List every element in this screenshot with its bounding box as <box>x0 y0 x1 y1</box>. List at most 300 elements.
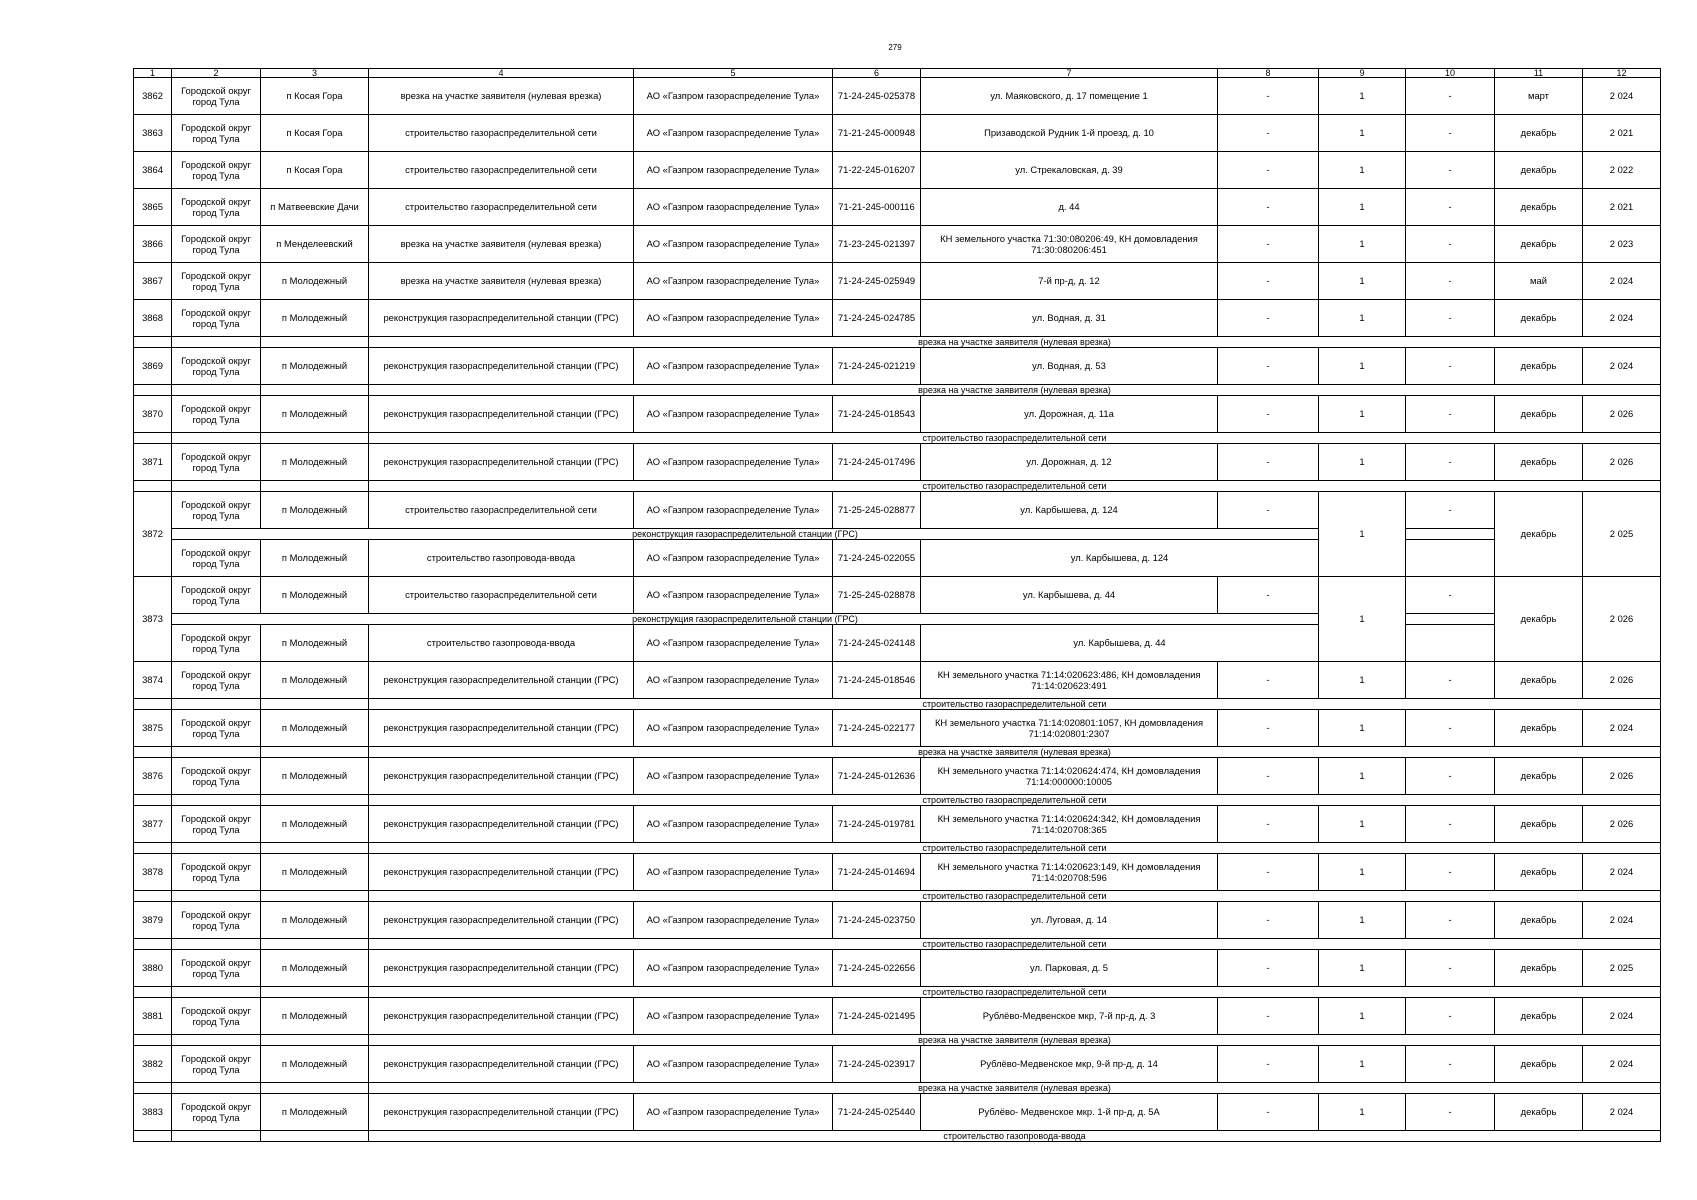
sub-work-type: врезка на участке заявителя (нулевая врезка) <box>369 385 1661 396</box>
work-type: реконструкция газораспределительной станции (ГРС) <box>369 710 634 747</box>
locality: п Молодежный <box>261 806 369 843</box>
sub-cell-2 <box>172 481 261 492</box>
work-type: реконструкция газораспределительной станции (ГРС) <box>369 806 634 843</box>
col-8: - <box>1218 758 1319 795</box>
sub-cell-1 <box>134 891 172 902</box>
table-subrow <box>134 1083 1661 1094</box>
row-number: 3881 <box>134 998 172 1035</box>
col-10: - <box>1406 226 1495 263</box>
col-9: 1 <box>1319 348 1406 385</box>
col-10: - <box>1406 854 1495 891</box>
year: 2 022 <box>1583 152 1661 189</box>
address: Призаводской Рудник 1-й проезд, д. 10 <box>921 115 1218 152</box>
row-number: 3866 <box>134 226 172 263</box>
group-sub-work-type: реконструкция газораспределительной станции (ГРС) <box>172 614 1319 625</box>
year: 2 024 <box>1583 998 1661 1035</box>
row-number: 3864 <box>134 152 172 189</box>
sub-work-type: строительство газораспределительной сети <box>369 481 1661 492</box>
request-code: 71-24-245-018543 <box>833 396 921 433</box>
col-8: - <box>1218 189 1319 226</box>
work-type: реконструкция газораспределительной станции (ГРС) <box>369 1094 634 1131</box>
sub-cell-2 <box>172 1083 261 1094</box>
work-type: строительство газораспределительной сети <box>369 115 634 152</box>
month: декабрь <box>1495 492 1583 577</box>
row-number: 3871 <box>134 444 172 481</box>
year: 2 024 <box>1583 1094 1661 1131</box>
table-row <box>134 396 1661 433</box>
month: декабрь <box>1495 662 1583 699</box>
col-9: 1 <box>1319 444 1406 481</box>
year: 2 024 <box>1583 78 1661 115</box>
row-number: 3882 <box>134 1046 172 1083</box>
organization: АО «Газпром газораспределение Тула» <box>634 806 833 843</box>
locality: п Молодежный <box>261 998 369 1035</box>
address: ул. Дорожная, д. 12 <box>921 444 1218 481</box>
sub-cell-3 <box>261 987 369 998</box>
request-code: 71-24-245-017496 <box>833 444 921 481</box>
work-type: строительство газопровода-ввода <box>369 540 634 577</box>
address: ул. Карбышева, д. 44 <box>921 577 1218 614</box>
month: декабрь <box>1495 189 1583 226</box>
locality: п Молодежный <box>261 300 369 337</box>
col-8: - <box>1218 806 1319 843</box>
municipality: Городской округ город Тула <box>172 444 261 481</box>
col-9: 1 <box>1319 710 1406 747</box>
locality: п Косая Гора <box>261 115 369 152</box>
month: декабрь <box>1495 854 1583 891</box>
organization: АО «Газпром газораспределение Тула» <box>634 152 833 189</box>
organization: АО «Газпром газораспределение Тула» <box>634 1094 833 1131</box>
municipality: Городской округ город Тула <box>172 115 261 152</box>
work-type: реконструкция газораспределительной станции (ГРС) <box>369 902 634 939</box>
locality: п Молодежный <box>261 492 369 529</box>
work-type: строительство газораспределительной сети <box>369 577 634 614</box>
municipality: Городской округ город Тула <box>172 854 261 891</box>
address: КН земельного участка 71:14:020624:342, КН домовладения 71:14:020708:365 <box>921 806 1218 843</box>
col-9: 1 <box>1319 1046 1406 1083</box>
address: КН земельного участка 71:14:020801:1057, КН домовладения 71:14:020801:2307 <box>921 710 1218 747</box>
col-10: - <box>1406 300 1495 337</box>
sub-cell-3 <box>261 747 369 758</box>
year: 2 024 <box>1583 854 1661 891</box>
sub-cell-2 <box>172 843 261 854</box>
sub-cell-3 <box>261 1131 369 1142</box>
col-8: - <box>1218 78 1319 115</box>
sub-cell-1 <box>134 337 172 348</box>
sub-cell-3 <box>261 843 369 854</box>
table-row <box>134 950 1661 987</box>
sub-work-type: строительство газораспределительной сети <box>369 699 1661 710</box>
year: 2 026 <box>1583 396 1661 433</box>
year: 2 026 <box>1583 758 1661 795</box>
year: 2 024 <box>1583 348 1661 385</box>
municipality: Городской округ город Тула <box>172 263 261 300</box>
sub-cell-1 <box>134 385 172 396</box>
col-9: 1 <box>1319 78 1406 115</box>
col-10: - <box>1406 444 1495 481</box>
municipality: Городской округ город Тула <box>172 492 261 529</box>
column-header-8: 8 <box>1218 69 1319 78</box>
month: декабрь <box>1495 806 1583 843</box>
request-code: 71-24-245-019781 <box>833 806 921 843</box>
row-number: 3879 <box>134 902 172 939</box>
request-code: 71-24-245-025440 <box>833 1094 921 1131</box>
year: 2 021 <box>1583 115 1661 152</box>
organization: АО «Газпром газораспределение Тула» <box>634 950 833 987</box>
table-row <box>134 540 1661 577</box>
month: декабрь <box>1495 444 1583 481</box>
sub-cell-3 <box>261 337 369 348</box>
organization: АО «Газпром газораспределение Тула» <box>634 540 833 577</box>
municipality: Городской округ город Тула <box>172 300 261 337</box>
col-8: - <box>1218 115 1319 152</box>
table-row <box>134 758 1661 795</box>
col-9: 1 <box>1319 152 1406 189</box>
work-type: врезка на участке заявителя (нулевая врезка) <box>369 226 634 263</box>
column-header-2: 2 <box>172 69 261 78</box>
col-10: - <box>1406 152 1495 189</box>
month: декабрь <box>1495 115 1583 152</box>
col-9: 1 <box>1319 263 1406 300</box>
request-code: 71-24-245-025378 <box>833 78 921 115</box>
table-subrow <box>134 1035 1661 1046</box>
col-9: 1 <box>1319 998 1406 1035</box>
municipality: Городской округ город Тула <box>172 78 261 115</box>
col-10: - <box>1406 998 1495 1035</box>
col-9: 1 <box>1319 902 1406 939</box>
table-subrow <box>134 1131 1661 1142</box>
table-row <box>134 226 1661 263</box>
municipality: Городской округ город Тула <box>172 902 261 939</box>
col-10: - <box>1406 263 1495 300</box>
col-10: - <box>1406 1046 1495 1083</box>
column-header-10: 10 <box>1406 69 1495 78</box>
locality: п Молодежный <box>261 662 369 699</box>
col-10: - <box>1406 1094 1495 1131</box>
organization: АО «Газпром газораспределение Тула» <box>634 1046 833 1083</box>
col-8: - <box>1218 998 1319 1035</box>
table-row <box>134 189 1661 226</box>
col-9: 1 <box>1319 806 1406 843</box>
col-10: - <box>1406 662 1495 699</box>
table-row <box>134 577 1661 614</box>
address: д. 44 <box>921 189 1218 226</box>
col-8: - <box>1218 152 1319 189</box>
table-row <box>134 492 1661 529</box>
locality: п Менделеевский <box>261 226 369 263</box>
year: 2 025 <box>1583 950 1661 987</box>
organization: АО «Газпром газораспределение Тула» <box>634 189 833 226</box>
sub-cell-3 <box>261 1083 369 1094</box>
column-header-6: 6 <box>833 69 921 78</box>
table-row <box>134 662 1661 699</box>
work-type: реконструкция газораспределительной станции (ГРС) <box>369 758 634 795</box>
municipality: Городской округ город Тула <box>172 1046 261 1083</box>
col-10: - <box>1406 348 1495 385</box>
month: декабрь <box>1495 300 1583 337</box>
work-type: строительство газораспределительной сети <box>369 152 634 189</box>
month: декабрь <box>1495 902 1583 939</box>
work-type: реконструкция газораспределительной станции (ГРС) <box>369 998 634 1035</box>
month: декабрь <box>1495 710 1583 747</box>
col-10: - <box>1406 396 1495 433</box>
col-8: - <box>1218 854 1319 891</box>
address: ул. Карбышева, д. 124 <box>921 492 1218 529</box>
address: КН земельного участка 71:14:020623:486, КН домовладения 71:14:020623:491 <box>921 662 1218 699</box>
locality: п Молодежный <box>261 1046 369 1083</box>
col-9: 1 <box>1319 492 1406 577</box>
address: ул. Луговая, д. 14 <box>921 902 1218 939</box>
work-type: строительство газораспределительной сети <box>369 492 634 529</box>
locality: п Молодежный <box>261 710 369 747</box>
row-number: 3862 <box>134 78 172 115</box>
table-row <box>134 625 1661 662</box>
col-8: - <box>1218 1046 1319 1083</box>
year: 2 023 <box>1583 226 1661 263</box>
table-row <box>134 115 1661 152</box>
table-row <box>134 152 1661 189</box>
sub-cell-1 <box>134 795 172 806</box>
locality: п Матвеевские Дачи <box>261 189 369 226</box>
address: ул. Стрекаловская, д. 39 <box>921 152 1218 189</box>
request-code: 71-24-245-022177 <box>833 710 921 747</box>
sub-cell-1 <box>134 843 172 854</box>
column-header-4: 4 <box>369 69 634 78</box>
sub-work-type: врезка на участке заявителя (нулевая врезка) <box>369 1083 1661 1094</box>
request-code: 71-24-245-012636 <box>833 758 921 795</box>
sub-work-type: врезка на участке заявителя (нулевая врезка) <box>369 1035 1661 1046</box>
col-8: - <box>1218 577 1319 614</box>
request-code: 71-22-245-016207 <box>833 152 921 189</box>
sub-cell-1 <box>134 433 172 444</box>
work-type: врезка на участке заявителя (нулевая врезка) <box>369 78 634 115</box>
address: Рублёво- Медвенское мкр. 1-й пр-д, д. 5А <box>921 1094 1218 1131</box>
locality: п Молодежный <box>261 950 369 987</box>
request-code: 71-24-245-024785 <box>833 300 921 337</box>
sub-cell-3 <box>261 939 369 950</box>
work-type: реконструкция газораспределительной станции (ГРС) <box>369 950 634 987</box>
col-10: - <box>1406 710 1495 747</box>
column-header-9: 9 <box>1319 69 1406 78</box>
organization: АО «Газпром газораспределение Тула» <box>634 758 833 795</box>
column-header-7: 7 <box>921 69 1218 78</box>
address: ул. Карбышева, д. 44 <box>921 625 1319 662</box>
table-subrow <box>134 987 1661 998</box>
table-row <box>134 710 1661 747</box>
municipality: Городской округ город Тула <box>172 348 261 385</box>
municipality: Городской округ город Тула <box>172 152 261 189</box>
col-8: - <box>1218 263 1319 300</box>
col-10: - <box>1406 189 1495 226</box>
col-8: - <box>1218 710 1319 747</box>
col-8: - <box>1218 902 1319 939</box>
sub-cell-2 <box>172 939 261 950</box>
col-10: - <box>1406 115 1495 152</box>
locality: п Молодежный <box>261 577 369 614</box>
row-number: 3872 <box>134 492 172 577</box>
sub-cell-1 <box>134 1131 172 1142</box>
request-code: 71-24-245-014694 <box>833 854 921 891</box>
month: декабрь <box>1495 226 1583 263</box>
municipality: Городской округ город Тула <box>172 396 261 433</box>
sub-cell-3 <box>261 795 369 806</box>
col-9: 1 <box>1319 396 1406 433</box>
municipality: Городской округ город Тула <box>172 577 261 614</box>
address: ул. Водная, д. 53 <box>921 348 1218 385</box>
sub-cell-2 <box>172 1035 261 1046</box>
year: 2 026 <box>1583 662 1661 699</box>
page-number: 279 <box>888 43 902 52</box>
year: 2 024 <box>1583 300 1661 337</box>
row-number: 3865 <box>134 189 172 226</box>
row-number: 3863 <box>134 115 172 152</box>
sub-cell-2 <box>172 891 261 902</box>
sub-cell-3 <box>261 699 369 710</box>
organization: АО «Газпром газораспределение Тула» <box>634 263 833 300</box>
organization: АО «Газпром газораспределение Тула» <box>634 710 833 747</box>
table-row <box>134 806 1661 843</box>
table-row <box>134 1094 1661 1131</box>
municipality: Городской округ город Тула <box>172 662 261 699</box>
organization: АО «Газпром газораспределение Тула» <box>634 902 833 939</box>
col-8: - <box>1218 300 1319 337</box>
col-8: - <box>1218 662 1319 699</box>
header-row <box>134 69 1661 78</box>
row-number: 3883 <box>134 1094 172 1131</box>
sub-work-type: строительство газораспределительной сети <box>369 843 1661 854</box>
table-row <box>134 1046 1661 1083</box>
month: декабрь <box>1495 758 1583 795</box>
sub-cell-10 <box>1406 614 1495 625</box>
row-number: 3870 <box>134 396 172 433</box>
municipality: Городской округ город Тула <box>172 540 261 577</box>
sub-cell-10 <box>1406 529 1495 540</box>
table-row <box>134 263 1661 300</box>
address: ул. Парковая, д. 5 <box>921 950 1218 987</box>
request-code: 71-24-245-024148 <box>833 625 921 662</box>
table-subrow <box>134 843 1661 854</box>
sub-work-type: врезка на участке заявителя (нулевая врезка) <box>369 747 1661 758</box>
address: Рублёво-Медвенское мкр, 9-й пр-д, д. 14 <box>921 1046 1218 1083</box>
year: 2 026 <box>1583 806 1661 843</box>
request-code: 71-24-245-023750 <box>833 902 921 939</box>
work-type: строительство газопровода-ввода <box>369 625 634 662</box>
group-subrow <box>134 529 1661 540</box>
year: 2 024 <box>1583 902 1661 939</box>
sub-work-type: строительство газораспределительной сети <box>369 987 1661 998</box>
sub-cell-1 <box>134 939 172 950</box>
year: 2 026 <box>1583 577 1661 662</box>
locality: п Молодежный <box>261 540 369 577</box>
request-code: 71-21-245-000948 <box>833 115 921 152</box>
request-code: 71-25-245-028878 <box>833 577 921 614</box>
month: декабрь <box>1495 152 1583 189</box>
col-8: - <box>1218 396 1319 433</box>
request-code: 71-25-245-028877 <box>833 492 921 529</box>
sub-work-type: строительство газораспределительной сети <box>369 939 1661 950</box>
sub-cell-3 <box>261 891 369 902</box>
work-type: строительство газораспределительной сети <box>369 189 634 226</box>
row-number: 3869 <box>134 348 172 385</box>
address: ул. Дорожная, д. 11а <box>921 396 1218 433</box>
table-subrow <box>134 939 1661 950</box>
col-10: - <box>1406 950 1495 987</box>
locality: п Молодежный <box>261 396 369 433</box>
sub-cell-2 <box>172 699 261 710</box>
col-8: - <box>1218 348 1319 385</box>
group-sub-work-type: реконструкция газораспределительной станции (ГРС) <box>172 529 1319 540</box>
organization: АО «Газпром газораспределение Тула» <box>634 854 833 891</box>
year: 2 025 <box>1583 492 1661 577</box>
sub-cell-3 <box>261 385 369 396</box>
organization: АО «Газпром газораспределение Тула» <box>634 348 833 385</box>
col-10: - <box>1406 492 1495 529</box>
col-10: - <box>1406 78 1495 115</box>
year: 2 024 <box>1583 263 1661 300</box>
row-number: 3877 <box>134 806 172 843</box>
table-subrow <box>134 891 1661 902</box>
sub-work-type: строительство газораспределительной сети <box>369 795 1661 806</box>
gasification-table <box>133 68 1661 1142</box>
request-code: 71-24-245-025949 <box>833 263 921 300</box>
col-8: - <box>1218 226 1319 263</box>
col-8: - <box>1218 492 1319 529</box>
col-9: 1 <box>1319 226 1406 263</box>
organization: АО «Газпром газораспределение Тула» <box>634 662 833 699</box>
organization: АО «Газпром газораспределение Тула» <box>634 444 833 481</box>
organization: АО «Газпром газораспределение Тула» <box>634 492 833 529</box>
row-number: 3880 <box>134 950 172 987</box>
address: КН земельного участка 71:30:080206:49, КН домовладения 71:30:080206:451 <box>921 226 1218 263</box>
column-header-12: 12 <box>1583 69 1661 78</box>
request-code: 71-24-245-023917 <box>833 1046 921 1083</box>
organization: АО «Газпром газораспределение Тула» <box>634 78 833 115</box>
sub-cell-1 <box>134 699 172 710</box>
row-number: 3868 <box>134 300 172 337</box>
sub-work-type: врезка на участке заявителя (нулевая врезка) <box>369 337 1661 348</box>
table-subrow <box>134 433 1661 444</box>
col-9: 1 <box>1319 662 1406 699</box>
locality: п Молодежный <box>261 1094 369 1131</box>
table-row <box>134 78 1661 115</box>
col-10: - <box>1406 758 1495 795</box>
month: март <box>1495 78 1583 115</box>
year: 2 024 <box>1583 710 1661 747</box>
row-number: 3874 <box>134 662 172 699</box>
request-code: 71-23-245-021397 <box>833 226 921 263</box>
organization: АО «Газпром газораспределение Тула» <box>634 998 833 1035</box>
sub-cell-2 <box>172 385 261 396</box>
col-9: 1 <box>1319 950 1406 987</box>
address: ул. Карбышева, д. 124 <box>921 540 1319 577</box>
locality: п Косая Гора <box>261 78 369 115</box>
col-9: 1 <box>1319 854 1406 891</box>
organization: АО «Газпром газораспределение Тула» <box>634 625 833 662</box>
month: декабрь <box>1495 577 1583 662</box>
locality: п Молодежный <box>261 625 369 662</box>
municipality: Городской округ город Тула <box>172 758 261 795</box>
row-number: 3867 <box>134 263 172 300</box>
municipality: Городской округ город Тула <box>172 806 261 843</box>
table-row <box>134 444 1661 481</box>
column-header-1: 1 <box>134 69 172 78</box>
col-8: - <box>1218 1094 1319 1131</box>
col-9: 1 <box>1319 758 1406 795</box>
sub-cell-2 <box>172 1131 261 1142</box>
col-10: - <box>1406 806 1495 843</box>
year: 2 026 <box>1583 444 1661 481</box>
table-row <box>134 902 1661 939</box>
